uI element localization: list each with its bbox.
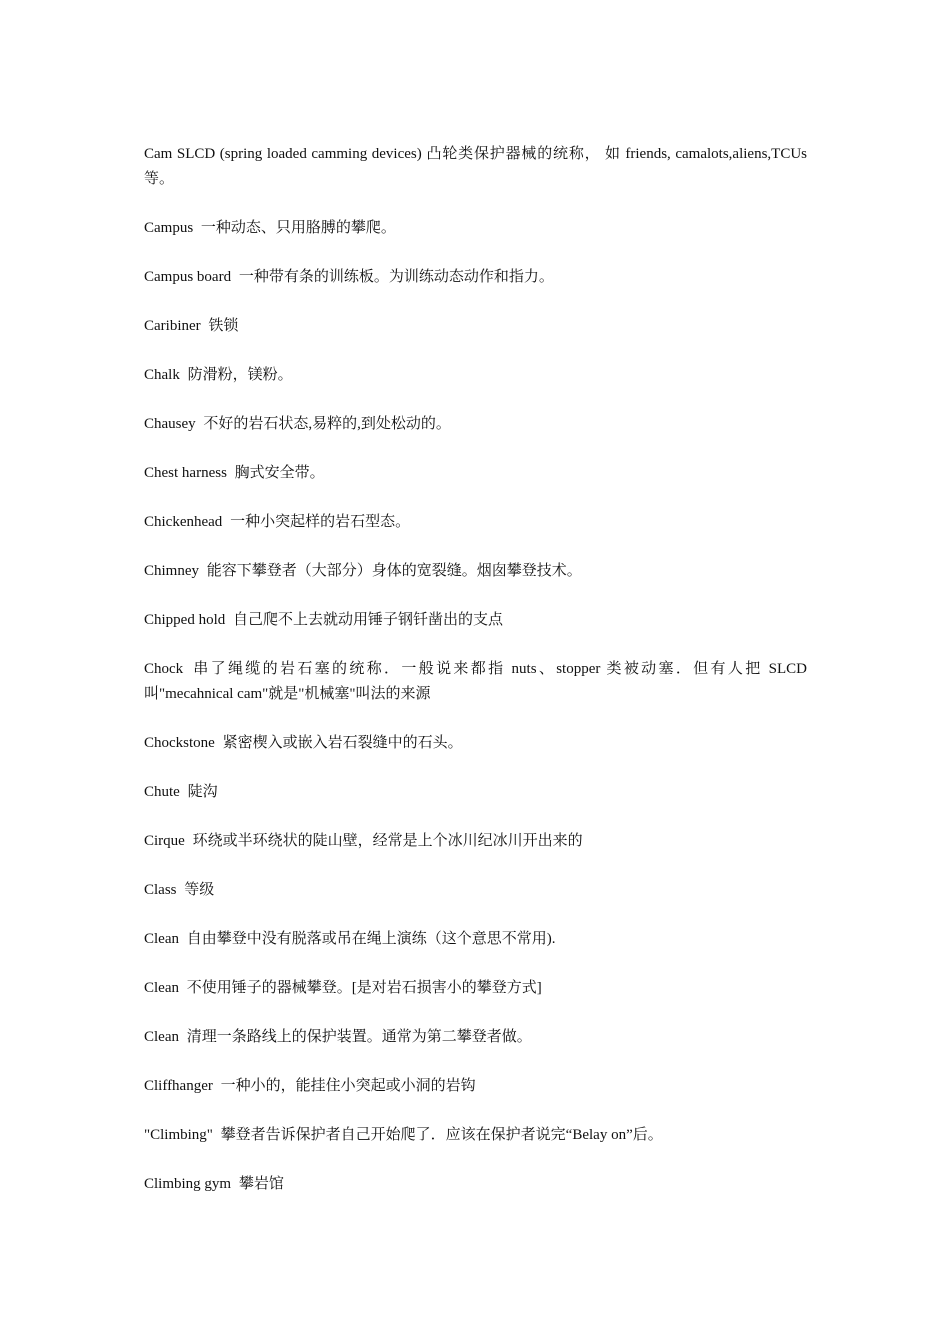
entry-definition: 一种动态、只用胳膊的攀爬。 bbox=[200, 220, 396, 236]
entry-term: Chockstone bbox=[144, 735, 215, 751]
glossary-entry bbox=[144, 829, 807, 854]
entry-definition: 串了绳缆的岩石塞的统称．一般说来都指 nuts、stopper 类被动塞．但有人把 SLCD 叫"mecahnical cam"就是"机械塞"叫法的来源 bbox=[144, 661, 807, 702]
entry-term: Clean bbox=[144, 931, 179, 947]
glossary-entry bbox=[144, 412, 807, 437]
entry-definition: 一种小突起样的岩石型态。 bbox=[230, 514, 411, 530]
glossary-entry bbox=[144, 265, 807, 290]
glossary-entry bbox=[144, 976, 807, 1001]
entry-term: Chute bbox=[144, 784, 180, 800]
entry-definition: 自由攀登中没有脱落或吊在绳上演练（这个意思不常用). bbox=[186, 931, 556, 947]
entry-term: Chickenhead bbox=[144, 514, 223, 530]
entry-term: Clean bbox=[144, 1029, 179, 1045]
entry-definition: 环绕或半环绕状的陡山壁，经常是上个冰川纪冰川开出来的 bbox=[192, 833, 583, 849]
glossary-entry bbox=[144, 927, 807, 952]
entry-term: Chock bbox=[144, 661, 184, 677]
entry-term: Campus board bbox=[144, 269, 232, 285]
entry-term: "Climbing" bbox=[144, 1127, 213, 1143]
entry-definition: 紧密楔入或嵌入岩石裂缝中的石头。 bbox=[222, 735, 463, 751]
entry-definition: 一种带有条的训练板。为训练动态动作和指力。 bbox=[238, 269, 554, 285]
glossary-entry bbox=[144, 1074, 807, 1099]
entry-term: Class bbox=[144, 882, 177, 898]
glossary-entry bbox=[144, 780, 807, 805]
entry-definition: 能容下攀登者（大部分）身体的宽裂缝。烟囱攀登技术。 bbox=[206, 563, 582, 579]
glossary-entry bbox=[144, 363, 807, 388]
entry-term: Campus bbox=[144, 220, 194, 236]
entry-definition: 攀登者告诉保护者自己开始爬了．应该在保护者说完“Belay on”后。 bbox=[220, 1127, 663, 1143]
entry-term: Chalk bbox=[144, 367, 180, 383]
glossary-entry bbox=[144, 559, 807, 584]
glossary-entry bbox=[144, 878, 807, 903]
entry-term: Cam SLCD (spring loaded camming devices) bbox=[144, 146, 422, 162]
entry-definition: 陡沟 bbox=[187, 784, 218, 800]
glossary-entry bbox=[144, 608, 807, 633]
entry-definition: 清理一条路线上的保护装置。通常为第二攀登者做。 bbox=[186, 1029, 532, 1045]
entry-term: Cirque bbox=[144, 833, 185, 849]
entry-definition: 铁锁 bbox=[208, 318, 239, 334]
entry-term: Chimney bbox=[144, 563, 199, 579]
entry-definition: 自己爬不上去就动用锤子钢钎凿出的支点 bbox=[233, 612, 504, 628]
entry-term: Chipped hold bbox=[144, 612, 226, 628]
glossary-entry bbox=[144, 461, 807, 486]
entry-term: Climbing gym bbox=[144, 1176, 232, 1192]
entry-term: Chest harness bbox=[144, 465, 227, 481]
entry-definition: 胸式安全带。 bbox=[234, 465, 325, 481]
glossary-entry bbox=[144, 1123, 807, 1148]
glossary-list bbox=[144, 142, 807, 1221]
entry-term: Chausey bbox=[144, 416, 196, 432]
glossary-entry bbox=[144, 1025, 807, 1050]
entry-definition: 一种小的，能挂住小突起或小洞的岩钩 bbox=[220, 1078, 476, 1094]
entry-term: Clean bbox=[144, 980, 179, 996]
entry-definition: 防滑粉，镁粉。 bbox=[187, 367, 293, 383]
entry-definition: 不好的岩石状态,易粹的,到处松动的。 bbox=[203, 416, 451, 432]
glossary-entry bbox=[144, 142, 807, 192]
glossary-entry bbox=[144, 216, 807, 241]
entry-definition: 等级 bbox=[184, 882, 215, 898]
entry-definition: 攀岩馆 bbox=[238, 1176, 284, 1192]
glossary-entry bbox=[144, 731, 807, 756]
glossary-entry bbox=[144, 510, 807, 535]
glossary-entry bbox=[144, 1172, 807, 1197]
entry-definition: 不使用锤子的器械攀登。[是对岩石损害小的攀登方式] bbox=[186, 980, 542, 996]
glossary-entry bbox=[144, 657, 807, 707]
entry-definition: 凸轮类保护器械的统称， 如 friends, camalots,aliens,TCUs 等。 bbox=[144, 146, 807, 187]
entry-term: Cliffhanger bbox=[144, 1078, 213, 1094]
glossary-entry bbox=[144, 314, 807, 339]
entry-term: Caribiner bbox=[144, 318, 201, 334]
